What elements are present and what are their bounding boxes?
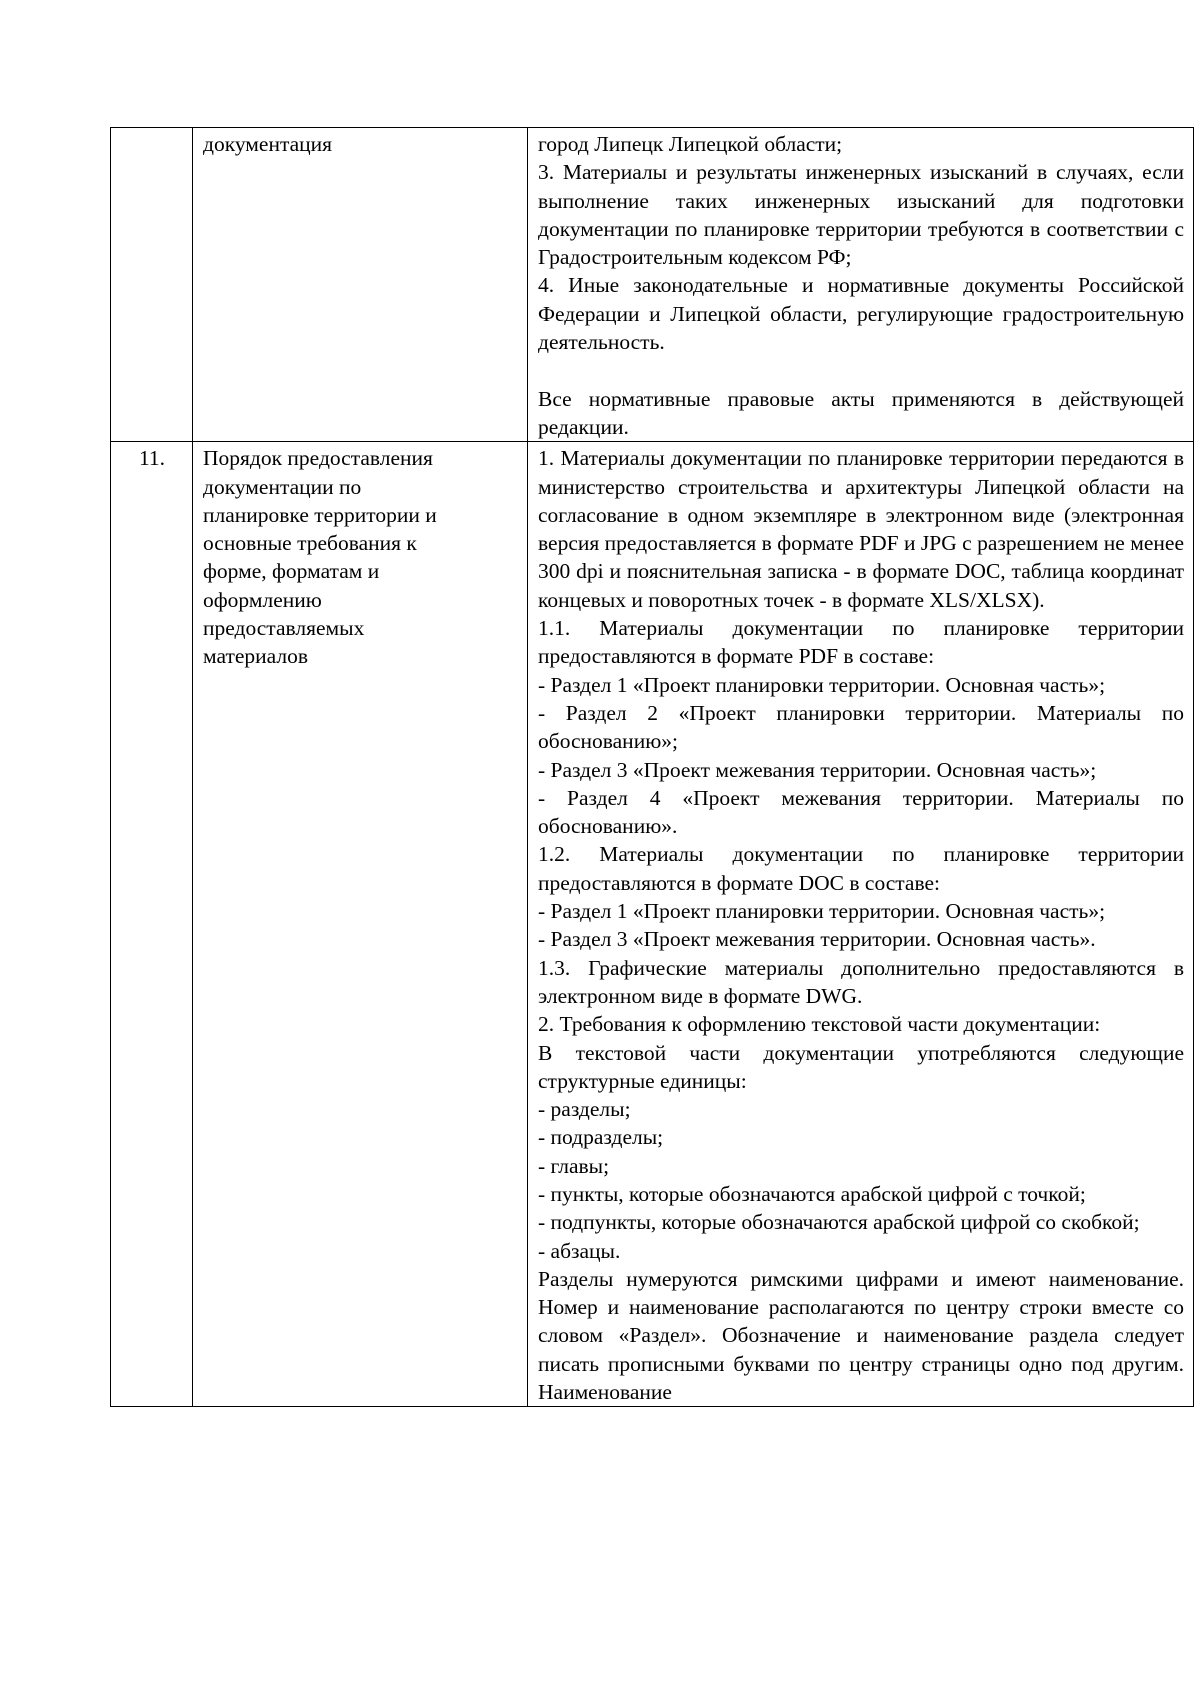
description-paragraph: Все нормативные правовые акты применяются в действующей редакции. — [538, 386, 1184, 439]
description-paragraph: 1. Материалы документации по планировке территории передаются в министерство строительства и архитектуры Липецкой области на согласование в одном экземпляре в электронном виде (электронная версия предоставляется в формате PDF и JPG с разрешением не менее 300 dpi и пояснительная записка - в формате DOC, таблица координат концевых и поворотных точек - в формате XLS/XLSX). — [538, 446, 1184, 612]
row-name-line: форме, форматам и — [203, 559, 380, 584]
description-paragraph: 1.2. Материалы документации по планировке территории предоставляются в формате DOC в составе: — [538, 842, 1184, 895]
description-paragraph: - разделы; — [538, 1097, 631, 1122]
description-paragraph: - Раздел 3 «Проект межевания территории. Основная часть»; — [538, 757, 1097, 782]
description-paragraph: 1.3. Графические материалы дополнительно предоставляются в электронном виде в формате DWG. — [538, 955, 1184, 1008]
row-name-cell — [193, 442, 528, 1407]
description-paragraph: - Раздел 1 «Проект планировки территории. Основная часть»; — [538, 672, 1106, 697]
requirements-table — [110, 127, 1194, 1407]
description-paragraph: - абзацы. — [538, 1238, 621, 1263]
description-paragraph: - Раздел 4 «Проект межевания территории. Материалы по обоснованию». — [538, 785, 1184, 839]
table-row — [111, 442, 1194, 1407]
row-number-cell — [111, 442, 193, 1407]
row-name-line: основные требования к — [203, 531, 417, 556]
table-row — [111, 128, 1194, 442]
row-name-line: Порядок предоставления — [203, 446, 433, 471]
description-paragraph: Разделы нумеруются римскими цифрами и имеют наименование. Номер и наименование располагаются по центру строки вместе со словом «Раздел». Обозначение и наименование раздела следует писать прописными буквами по центру страницы одно под другим. Наименование — [538, 1266, 1184, 1405]
table-body — [111, 128, 1194, 1407]
row-name-line: документация — [203, 132, 333, 156]
description-paragraph: 2. Требования к оформлению текстовой части документации: — [538, 1012, 1101, 1037]
row-number: 11. — [138, 446, 166, 471]
row-name-line: предоставляемых — [203, 616, 365, 641]
description-paragraph: 1.1. Материалы документации по планировке территории предоставляются в формате PDF в составе: — [538, 616, 1184, 669]
row-name-line: документации по — [203, 474, 362, 499]
description-paragraph: 4. Иные законодательные и нормативные документы Российской Федерации и Липецкой области, регулирующие градостроительную деятельность. — [538, 273, 1184, 355]
row-description-cell — [528, 128, 1194, 442]
row-name-line: планировке территории и — [203, 502, 437, 527]
row-description-cell — [528, 442, 1194, 1407]
description-paragraph: - Раздел 2 «Проект планировки территории. Материалы по обоснованию»; — [538, 700, 1184, 754]
description-paragraph: В текстовой части документации употребляются следующие структурные единицы: — [538, 1040, 1184, 1093]
description-paragraph: - главы; — [538, 1153, 610, 1178]
description-paragraph: город Липецк Липецкой области; — [538, 132, 843, 156]
description-paragraph — [538, 356, 1184, 384]
description-paragraph: - подпункты, которые обозначаются арабской цифрой со скобкой; — [538, 1210, 1140, 1235]
description-paragraph: - пункты, которые обозначаются арабской цифрой с точкой; — [538, 1181, 1086, 1206]
row-name-line: оформлению — [203, 587, 322, 612]
row-name-cell — [193, 128, 528, 442]
description-paragraph: 3. Материалы и результаты инженерных изысканий в случаях, если выполнение таких инженерных изысканий для подготовки документации по планировке территории требуются в соответствии с Градостроительным кодексом РФ; — [538, 160, 1184, 270]
description-paragraph: - подразделы; — [538, 1125, 664, 1150]
row-name-line: материалов — [203, 644, 309, 669]
description-paragraph: - Раздел 3 «Проект межевания территории. Основная часть». — [538, 927, 1096, 952]
description-paragraph: - Раздел 1 «Проект планировки территории. Основная часть»; — [538, 899, 1106, 924]
row-number-cell — [111, 128, 193, 442]
